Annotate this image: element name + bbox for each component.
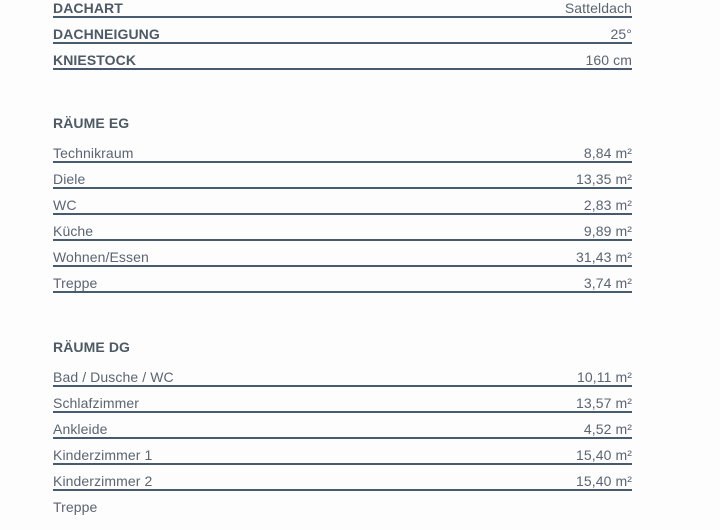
row-value: 4,52 m² — [583, 421, 632, 437]
row-label: Kinderzimmer 2 — [53, 473, 153, 489]
table-row — [53, 53, 632, 70]
row-label: Diele — [53, 171, 86, 187]
row-label: Kinderzimmer 1 — [53, 447, 153, 463]
row-label: Technikraum — [53, 145, 134, 161]
row-label: Wohnen/Essen — [53, 249, 149, 265]
section-title: RÄUME DG — [53, 339, 131, 355]
row-label: Ankleide — [53, 421, 108, 437]
row-value: 25° — [610, 26, 632, 42]
row-value: 15,40 m² — [575, 473, 632, 489]
section-title: RÄUME EG — [53, 115, 130, 131]
row-label: KNIESTOCK — [53, 52, 137, 68]
table-row — [53, 370, 632, 387]
row-value: 9,89 m² — [583, 223, 632, 239]
table-row — [53, 146, 632, 163]
row-value: 2,83 m² — [583, 197, 632, 213]
row-label: Treppe — [53, 499, 98, 515]
row-label: Schlafzimmer — [53, 395, 139, 411]
table-row-partial — [53, 500, 632, 514]
row-label: Küche — [53, 223, 94, 239]
row-value: 13,57 m² — [575, 395, 632, 411]
row-label: DACHART — [53, 0, 123, 16]
table-row — [53, 448, 632, 465]
row-value: 10,11 m² — [576, 369, 632, 385]
table-row — [53, 250, 632, 267]
table-row — [53, 474, 632, 491]
table-row — [53, 27, 632, 44]
row-label: WC — [53, 197, 77, 213]
row-value: 8,84 m² — [583, 145, 632, 161]
table-row — [53, 422, 632, 439]
table-row — [53, 276, 632, 293]
row-value: 13,35 m² — [575, 171, 632, 187]
table-row — [53, 1, 632, 18]
row-label: DACHNEIGUNG — [53, 26, 160, 42]
row-value: 160 cm — [585, 52, 632, 68]
table-row — [53, 396, 632, 413]
row-value: 31,43 m² — [575, 249, 632, 265]
table-row — [53, 224, 632, 241]
table-row — [53, 198, 632, 215]
row-label: Bad / Dusche / WC — [53, 369, 174, 385]
row-label: Treppe — [53, 275, 98, 291]
specification-sheet — [53, 1, 632, 514]
row-value: 15,40 m² — [575, 447, 632, 463]
table-row — [53, 172, 632, 189]
row-value: Satteldach — [564, 0, 632, 16]
row-value: 3,74 m² — [583, 275, 632, 291]
